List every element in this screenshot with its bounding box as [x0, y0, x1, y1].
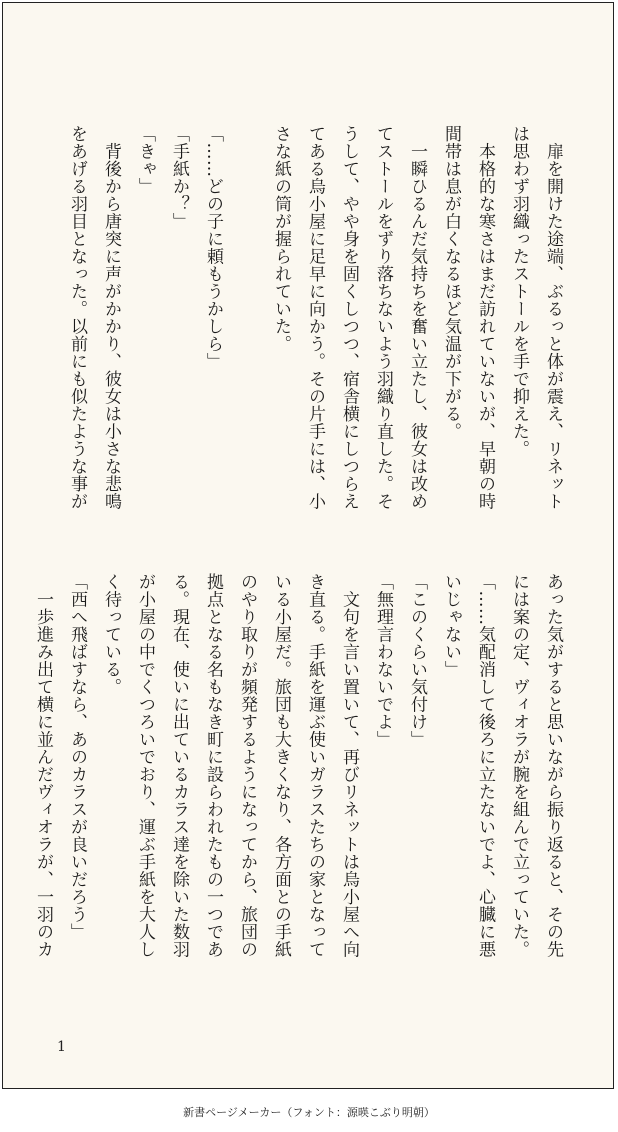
text-line: 「……気配消して後ろに立たないでよ、心臓に悪: [475, 573, 495, 958]
text-line: 本格的な寒さはまだ訪れていないが、早朝の時: [475, 125, 495, 510]
footer-credit: 新書ページメーカー（フォント：源暎こぶり明朝）: [183, 1106, 435, 1119]
text-line: 「……どの子に頼もうかしら」: [203, 125, 223, 370]
text-line: のやり取りが頻発するようになってから、旅団の: [237, 573, 257, 958]
text-line: る。現在、使いに出ているカラス達を除いた数羽: [169, 573, 189, 958]
text-block-top: [60, 125, 570, 525]
text-line: 「西へ飛ばすなら、あのカラスが良いだろう」: [67, 573, 87, 941]
text-line: あった気がすると思いながら振り返ると、その先: [543, 573, 563, 958]
text-line: 「無理言わないでよ」: [373, 573, 393, 748]
text-line: をあげる羽目となった。以前にも似たような事が: [67, 125, 87, 510]
text-line: き直る。手紙を運ぶ使いガラスたちの家となって: [305, 573, 325, 958]
text-line: 背後から唐突に声がかかり、彼女は小さな悲鳴: [101, 125, 121, 510]
text-line: 「このくらい気付け」: [407, 573, 427, 748]
text-line: いじゃない」: [441, 573, 461, 678]
page-number: 1: [57, 1039, 66, 1055]
book-page: [2, 2, 614, 1089]
text-line: さな紙の筒が握られていた。: [271, 125, 291, 353]
text-line: てある烏小屋に足早に向かう。その片手には、小: [305, 125, 325, 510]
text-line: 間帯は息が白くなるほど気温が下がる。: [441, 125, 461, 440]
text-line: く待っている。: [101, 573, 121, 696]
text-block-bottom: [26, 573, 570, 993]
text-line: が小屋の中でくつろいでおり、運ぶ手紙を大人し: [135, 573, 155, 958]
text-line: 文句を言い置いて、再びリネットは烏小屋へ向: [339, 573, 359, 958]
text-line: 「手紙か？」: [169, 125, 189, 230]
text-line: うして、やや身を固くしつつ、宿舎横にしつらえ: [339, 125, 359, 510]
text-line: には案の定、ヴィオラが腕を組んで立っていた。: [509, 573, 529, 958]
text-line: は思わず羽織ったストールを手で抑えた。: [509, 125, 529, 458]
text-line: 一歩進み出て横に並んだヴィオラが、一羽のカ: [33, 573, 53, 958]
text-line: いる小屋だ。旅団も大きくなり、各方面との手紙: [271, 573, 291, 958]
text-line: 扉を開けた途端、ぶるっと体が震え、リネット: [543, 125, 563, 510]
text-line: てストールをずり落ちないよう羽織り直した。そ: [373, 125, 393, 510]
text-line: 一瞬ひるんだ気持ちを奮い立たし、彼女は改め: [407, 125, 427, 510]
text-line: [230, 125, 264, 525]
text-line: 拠点となる名もなき町に設らわれたもの一つであ: [203, 573, 223, 958]
text-line: 「きゃ」: [135, 125, 155, 195]
